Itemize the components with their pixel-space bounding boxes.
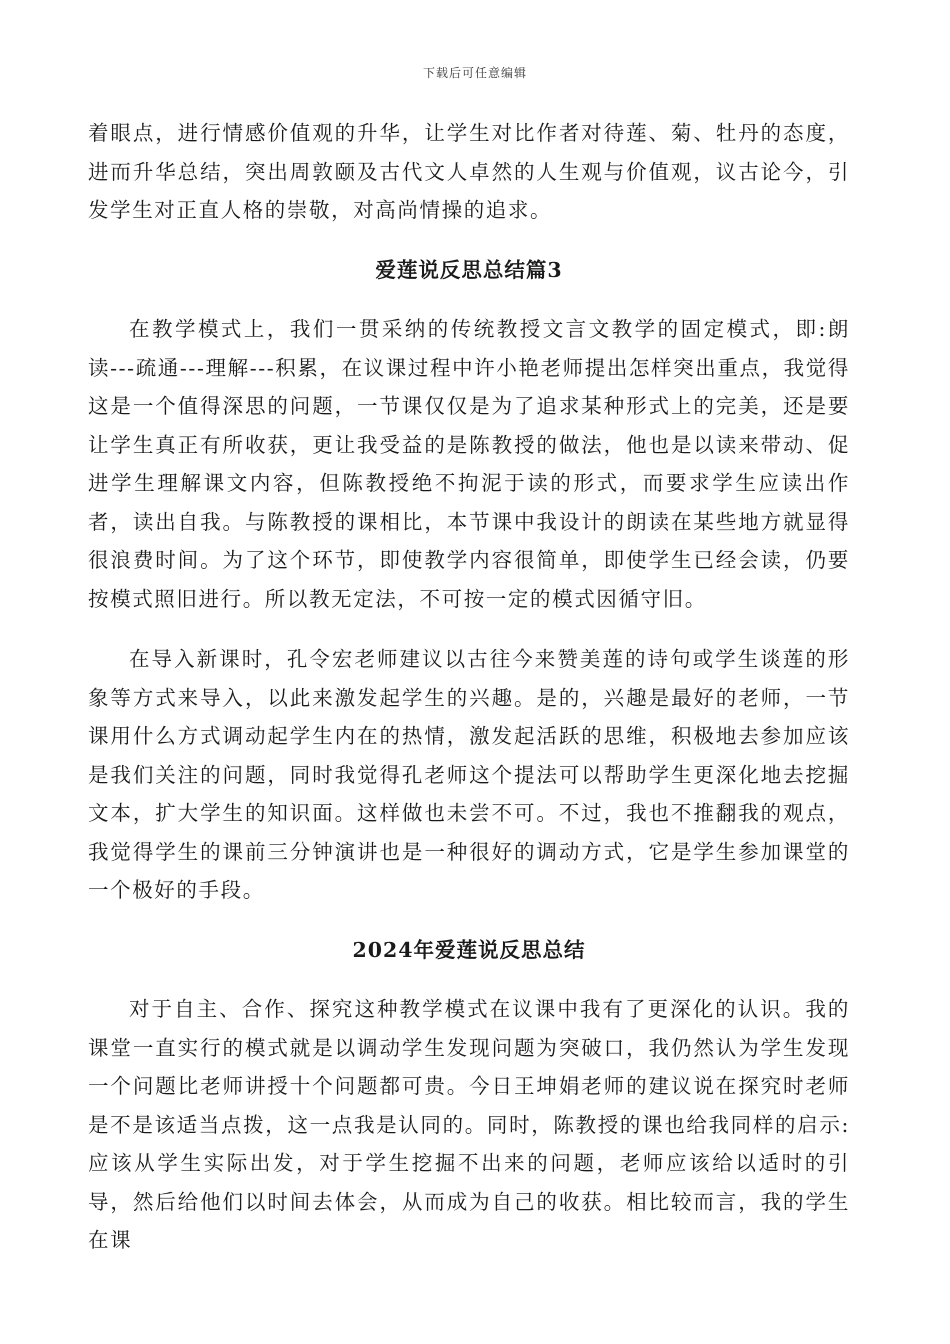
paragraph-continued: 着眼点，进行情感价值观的升华，让学生对比作者对待莲、菊、牡丹的态度，进而升华总结，突出周敦颐及古代文人卓然的人生观与价值观，议古论今，引发学生对正直人格的崇敬，对高尚情操的追求。	[88, 121, 850, 222]
document-body	[88, 114, 850, 1260]
section-heading-2024: 2024年爱莲说反思总结	[352, 937, 586, 962]
paragraph-inquiry-model: 对于自主、合作、探究这种教学模式在议课中我有了更深化的认识。我的课堂一直实行的模式就是以调动学生发现问题为突破口，我仍然认为学生发现一个问题比老师讲授十个问题都可贵。今日王坤娟老师的建议说在探究时老师是不是该适当点拨，这一点我是认同的。同时，陈教授的课也给我同样的启示:应该从学生实际出发，对于学生挖掘不出来的问题，老师应该给以适时的引导，然后给他们以时间去体会，从而成为自己的收获。相比较而言，我的学生在课	[88, 997, 850, 1252]
page-header: 下载后可任意编辑	[422, 66, 527, 80]
paragraph-lesson-intro: 在导入新课时，孔令宏老师建议以古往今来赞美莲的诗句或学生谈莲的形象等方式来导入，以此来激发起学生的兴趣。是的，兴趣是最好的老师，一节课用什么方式调动起学生内在的热情，激发起活跃的思维，积极地去参加应该是我们关注的问题，同时我觉得孔老师这个提法可以帮助学生更深化地去挖掘文本，扩大学生的知识面。这样做也未尝不可。不过，我也不推翻我的观点，我觉得学生的课前三分钟演讲也是一种很好的调动方式，它是学生参加课堂的一个极好的手段。	[88, 647, 850, 902]
paragraph-teaching-mode: 在教学模式上，我们一贯采纳的传统教授文言文教学的固定模式，即:朗读---疏通---理解---积累，在议课过程中许小艳老师提出怎样突出重点，我觉得这是一个值得深思的问题，一节课仅仅是为了追求某种形式上的完美，还是要让学生真正有所收获，更让我受益的是陈教授的做法，他也是以读来带动、促进学生理解课文内容，但陈教授绝不拘泥于读的形式，而要求学生应读出作者，读出自我。与陈教授的课相比，本节课中我设计的朗读在某些地方就显得很浪费时间。为了这个环节，即使教学内容很简单，即使学生已经会读，仍要按模式照旧进行。所以教无定法，不可按一定的模式因循守旧。	[88, 317, 850, 611]
section-heading-3: 爱莲说反思总结篇3	[375, 257, 563, 282]
